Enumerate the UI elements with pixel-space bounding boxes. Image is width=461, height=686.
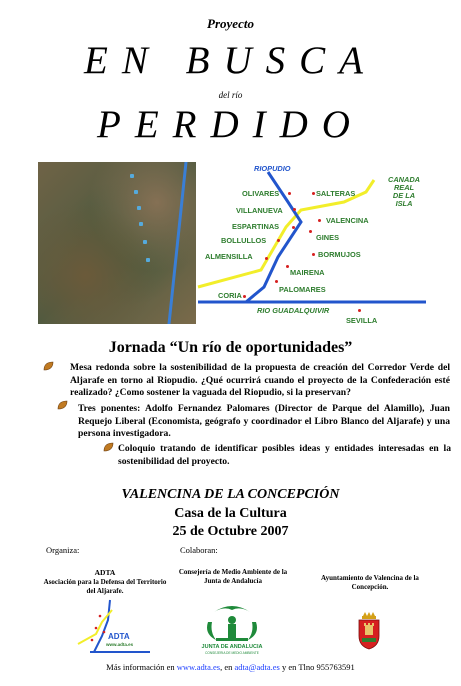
map-label-espartinas: ESPARTINAS <box>232 222 280 231</box>
adta-logo <box>72 596 152 654</box>
leaf-icon <box>43 361 54 371</box>
map-dot-almensilla <box>265 257 268 260</box>
leaf-icon <box>103 442 114 452</box>
map-dot-palomares <box>275 280 278 283</box>
footer-mid: , en <box>220 662 235 672</box>
map-dot-sevilla <box>358 309 361 312</box>
subtitle-proyecto: Proyecto <box>207 16 254 31</box>
junta-logo-graphic <box>200 604 264 644</box>
satellite-marker <box>134 190 138 194</box>
footer-prefix: Más información en <box>106 662 177 672</box>
organiza-label: Organiza: <box>46 545 80 555</box>
adta-description: Asociación para la Defensa del Territorio del Aljarafe. <box>43 578 167 595</box>
map-dot-bollullos <box>277 239 280 242</box>
map-dot-villanueva <box>293 208 296 211</box>
map-label-riopudio: RIOPUDIO <box>254 164 291 173</box>
map-label-valencina: VALENCINA <box>326 216 369 225</box>
map-label-guadalquivir: RIO GUADALQUIVIR <box>257 306 330 315</box>
map-dot-valencina <box>318 219 321 222</box>
footer-website-link[interactable]: www.adta.es <box>176 662 221 672</box>
title-perdido: PERDIDO <box>97 103 364 146</box>
satellite-image <box>38 162 196 324</box>
footer-email-link[interactable]: adta@adta.es <box>234 662 280 672</box>
valencina-crest-icon <box>357 612 381 650</box>
satellite-marker <box>137 206 141 210</box>
colaboran-label: Colaboran: <box>180 545 218 555</box>
map-label-gines: GINES <box>316 233 339 242</box>
item-ponentes: Tres ponentes: Adolfo Fernandez Palomares (Director de Parque del Alamillo), Juan Requejo Liberal (Economista, geógrafo y coordinador el Libro Blanco del Aljarafe) y una persona investigadora. <box>78 403 450 439</box>
adta-logo-url: www.adta.es <box>106 642 134 647</box>
junta-andalucia-logo <box>200 604 264 656</box>
map-label-villanueva: VILLANUEVA <box>236 206 283 215</box>
adta-name: ADTA <box>94 568 116 577</box>
map-label-olivares: OLIVARES <box>242 189 280 198</box>
map-label-bollullos: BOLLULLOS <box>221 236 267 245</box>
map-dot-mairena <box>286 265 289 268</box>
map-label-bormujos: BORMUJOS <box>318 250 361 259</box>
satellite-marker <box>143 240 147 244</box>
venue-town: VALENCINA DE LA CONCEPCIÓN <box>121 487 340 502</box>
map-label-mairena: MAIRENA <box>290 268 325 277</box>
map-label-almensilla: ALMENSILLA <box>205 252 253 261</box>
consejeria-text: Consejería de Medio Ambiente de la Junta de Andalucía <box>178 568 288 585</box>
junta-logo-subtext: CONSEJERIA DE MEDIO AMBIENTE <box>205 651 259 655</box>
satellite-marker <box>146 258 150 262</box>
map-label-coria: CORIA <box>218 291 242 300</box>
map-dot-bormujos <box>312 253 315 256</box>
map-label-canada: CANADA REAL DE LA ISLA <box>387 175 421 208</box>
map-label-salteras: SALTERAS <box>316 189 356 198</box>
map-dot-espartinas <box>292 226 295 229</box>
map-dot-coria <box>243 295 246 298</box>
item-coloquio: Coloquio tratando de identificar posibles ideas y entidades interesadas en la sostenibilidad del proyecto. <box>118 443 451 467</box>
venue-date: 25 de Octubre 2007 <box>172 524 289 539</box>
map-dot-olivares <box>288 192 291 195</box>
map-dot-salteras <box>312 192 315 195</box>
venue-place: Casa de la Cultura <box>174 506 287 521</box>
ayuntamiento-text: Ayuntamiento de Valencina de la Concepción. <box>321 574 419 591</box>
map-label-sevilla: SEVILLA <box>346 316 378 325</box>
footer-info <box>0 662 461 672</box>
adta-logo-text: ADTA <box>108 632 130 641</box>
map-dot-gines <box>309 230 312 233</box>
item-mesa-redonda: Mesa redonda sobre la sostenibilidad de la propuesta de creación del Corredor Verde del Aljarafe en torno al Riopudio. ¿Qué ocurrirá cuando el proyecto de la Confederación esté realizado? ¿Como sostener la vaguada del Riopudio, si la preservan? <box>70 362 450 398</box>
satellite-marker <box>130 174 134 178</box>
footer-telephone: y en Tlno 955763591 <box>279 662 355 672</box>
satellite-river <box>167 162 187 324</box>
subtitle-del-rio: del río <box>218 90 243 100</box>
leaf-icon <box>57 400 68 410</box>
title-en-busca: EN BUSCA <box>84 39 377 82</box>
satellite-marker <box>139 222 143 226</box>
jornada-title: Jornada “Un río de oportunidades” <box>108 339 353 356</box>
junta-logo-text: JUNTA DE ANDALUCIA <box>201 644 263 650</box>
map-label-palomares: PALOMARES <box>279 285 326 294</box>
